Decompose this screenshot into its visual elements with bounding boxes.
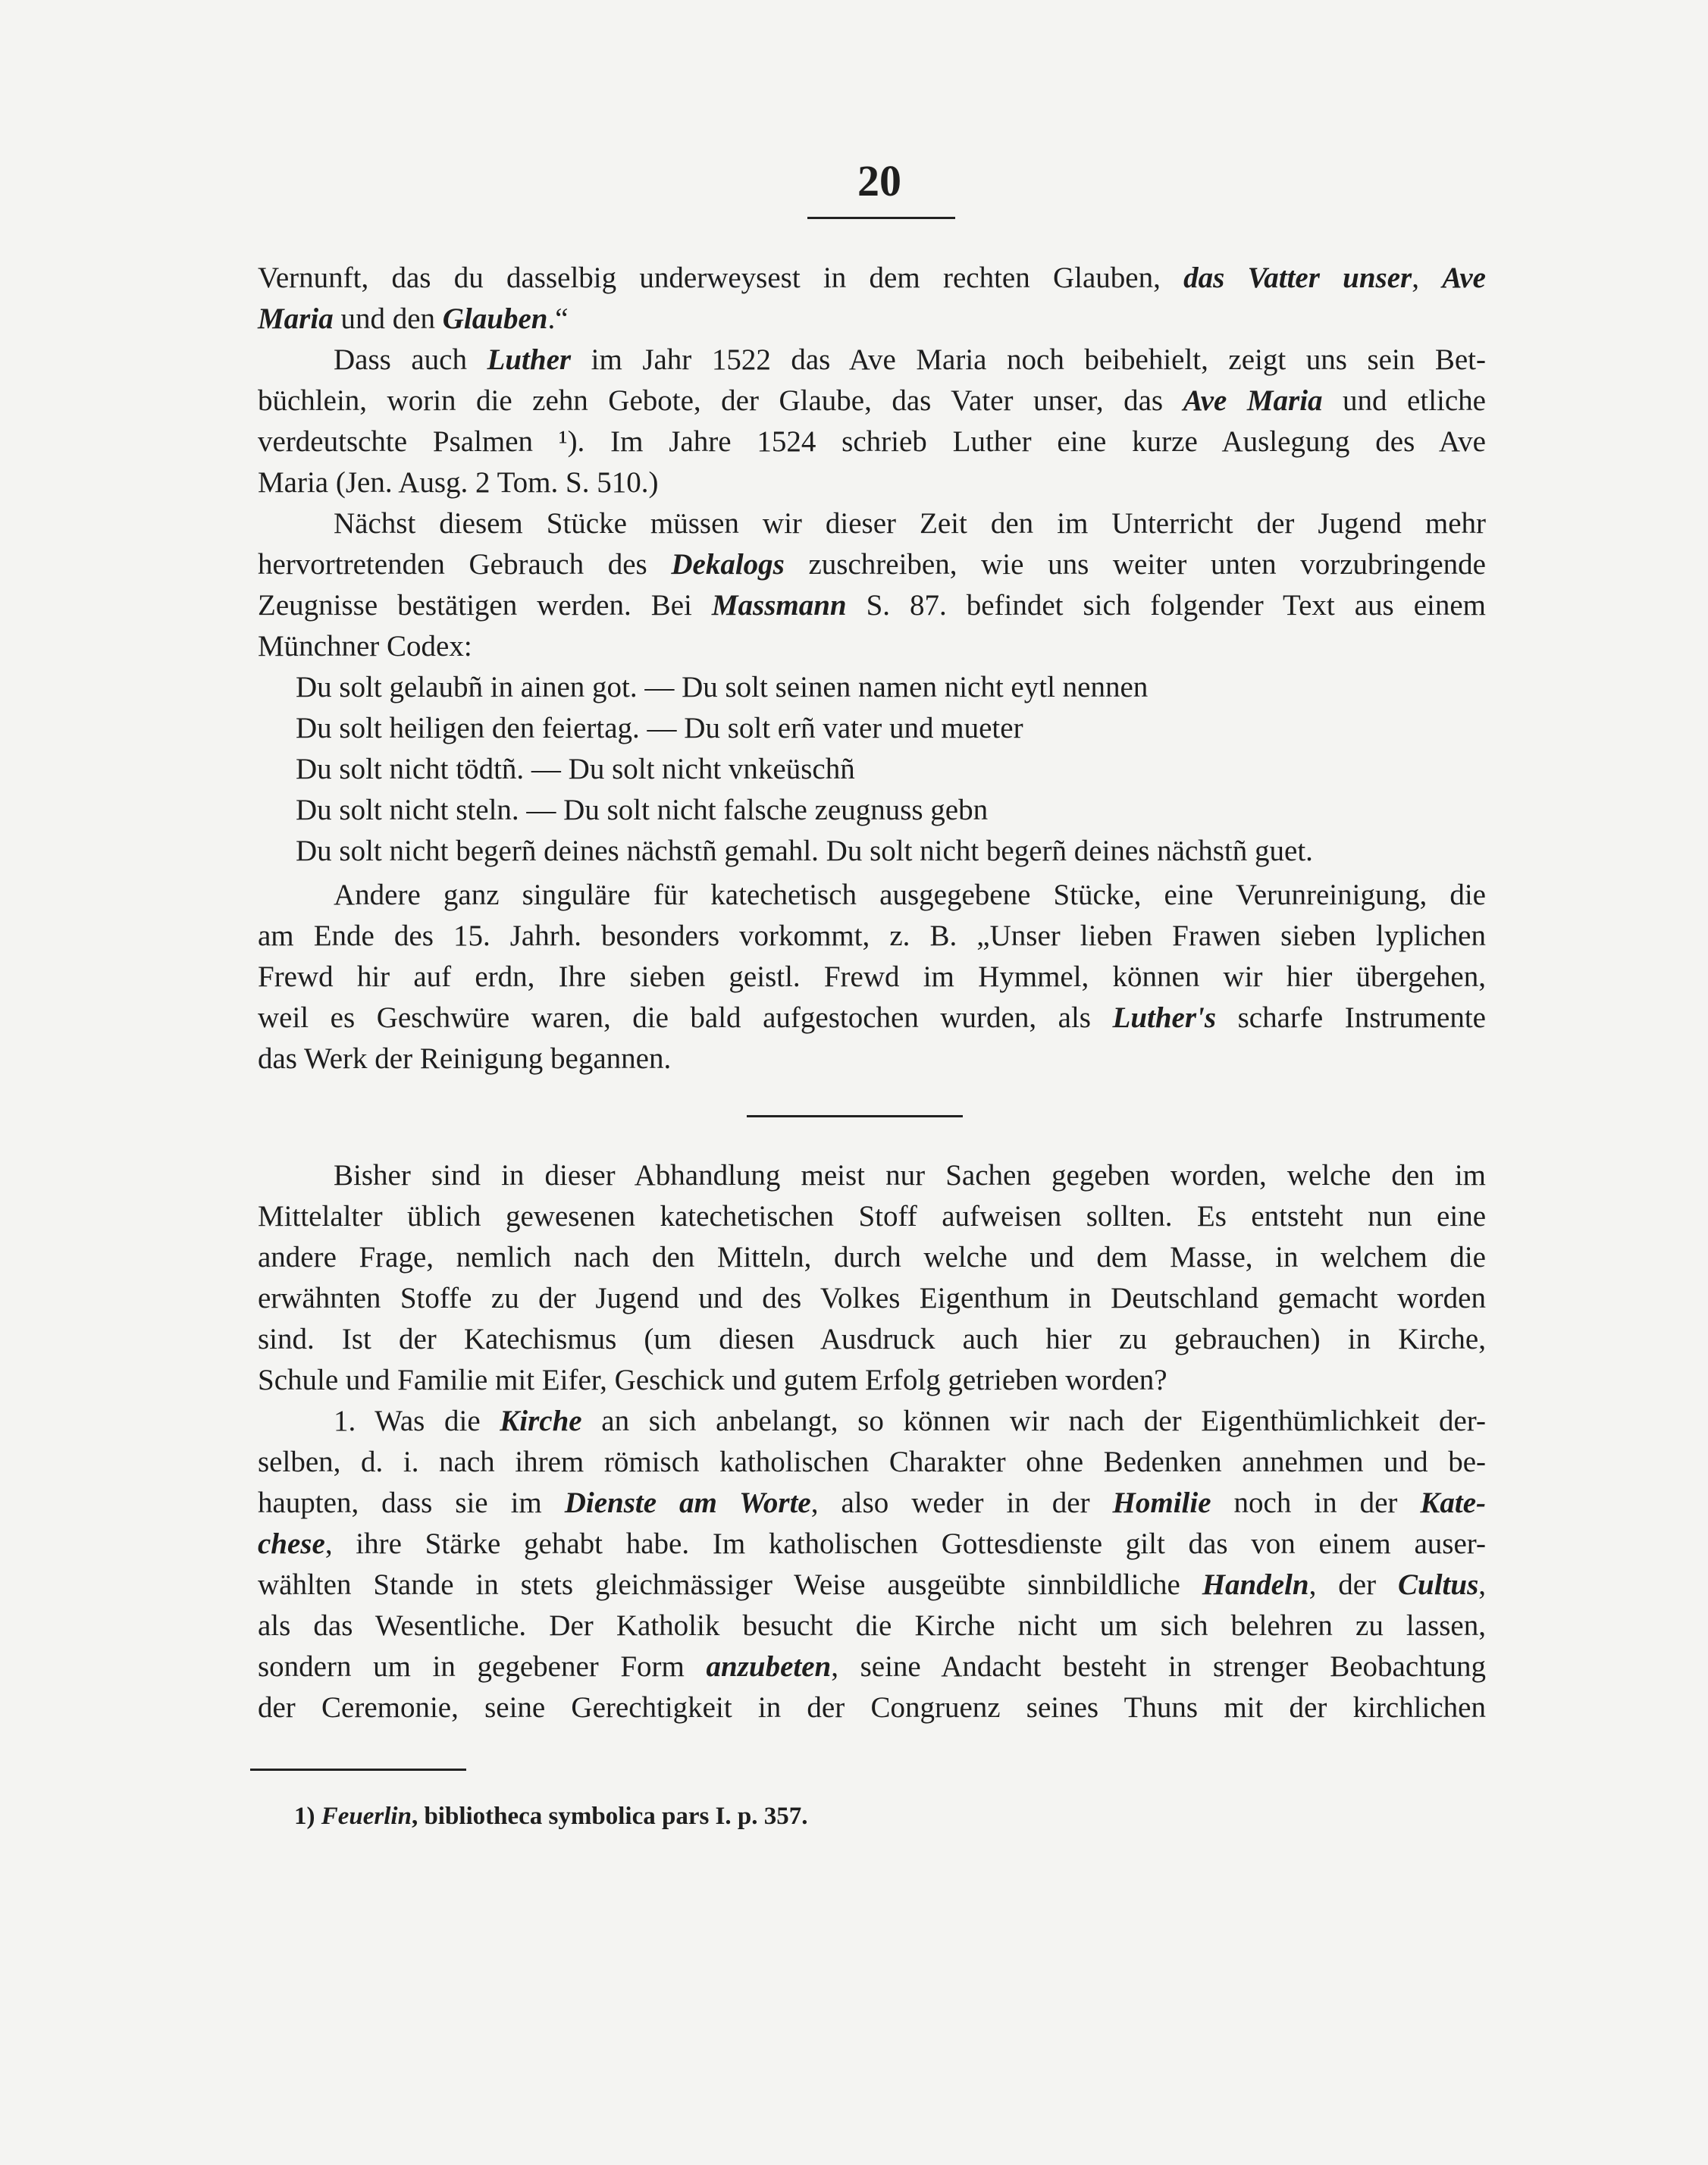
text-line [258, 1606, 1486, 1646]
text-line [258, 1319, 1486, 1360]
text-run: haupten, dass sie im [258, 1487, 565, 1519]
verse-line: Du solt nicht begerñ deines nächstñ gemahl. Du solt nicht begerñ deines nächstñ guet. [296, 835, 1313, 867]
text-line [258, 381, 1486, 421]
text-run: büchlein, worin die zehn Gebote, der Glaube, das Vater unser, das [258, 384, 1183, 417]
text-run: sondern um in gegebener Form [258, 1650, 707, 1683]
text-line [258, 1646, 1486, 1687]
text-run: Feuerlin [321, 1803, 412, 1830]
text-run: zuschreiben, wie uns weiter unten vorzubringende [784, 548, 1486, 581]
text-run: Ave Maria [1183, 384, 1323, 417]
text-line [258, 1278, 1486, 1319]
text-run: Andere ganz singuläre für katechetisch ausgegebene Stücke, eine Verunreinigung, die [334, 879, 1486, 911]
text-run: und etliche [1322, 384, 1486, 417]
text-line [258, 626, 1486, 667]
text-line [258, 957, 1486, 998]
text-line [258, 258, 1486, 299]
text-run: hervortretenden Gebrauch des [258, 548, 672, 581]
text-run: wählten Stande in stets gleichmässiger Weise ausgeübte sinnbildliche [258, 1568, 1202, 1601]
text-line [258, 1442, 1486, 1483]
text-run: , bibliotheca symbolica pars I. p. 357. [411, 1803, 808, 1830]
text-line [258, 875, 1486, 916]
verse-line: Du solt nicht steln. — Du solt nicht falsche zeugnuss gebn [296, 794, 989, 826]
text-line [258, 1237, 1486, 1278]
verse-line: Du solt heiligen den feiertag. — Du solt erñ vater und mueter [296, 712, 1023, 744]
text-run: Homilie [1112, 1487, 1211, 1519]
footnote-rule [250, 1769, 466, 1771]
text-run: .“ [547, 302, 569, 335]
text-run: das Vatter unser [1183, 262, 1412, 294]
text-run: chese [258, 1527, 325, 1560]
text-line [258, 503, 1486, 544]
text-line [258, 1524, 1486, 1565]
text-run: Maria (Jen. Ausg. 2 Tom. S. 510.) [258, 466, 659, 499]
text-line [258, 1360, 1486, 1401]
text-run: verdeutschte Psalmen ¹). Im Jahre 1524 schrieb Luther eine kurze Auslegung des Ave [258, 425, 1486, 458]
text-run: Massmann [711, 589, 847, 622]
text-run: scharfe Instrumente [1216, 1001, 1486, 1034]
text-run: das Werk der Reinigung begannen. [258, 1042, 672, 1075]
text-line [258, 299, 1486, 340]
text-run: im Jahr 1522 das Ave Maria noch beibehielt, zeigt uns sein Bet- [571, 343, 1486, 376]
text-run: Maria [258, 302, 334, 335]
text-run: 1) [294, 1803, 321, 1830]
text-run: als das Wesentliche. Der Katholik besucht die Kirche nicht um sich belehren zu lassen, [258, 1609, 1486, 1642]
text-run: Ave [1442, 262, 1486, 294]
text-run: weil es Geschwüre waren, die bald aufgestochen wurden, als [258, 1001, 1113, 1034]
text-run: , [1478, 1568, 1486, 1601]
text-line [258, 585, 1486, 626]
footnote [294, 1803, 808, 1831]
page-number: 20 [857, 156, 901, 205]
paragraph-block-1 [258, 258, 1486, 872]
text-run: , ihre Stärke gehabt habe. Im katholischen Gottesdienste gilt das von einem auser- [324, 1527, 1486, 1560]
text-line [258, 1687, 1486, 1728]
text-run: noch in der [1211, 1487, 1421, 1519]
text-run: Münchner Codex: [258, 630, 472, 663]
text-run: Dienste am Worte [564, 1487, 811, 1519]
text-run: selben, d. i. nach ihrem römisch katholischen Charakter ohne Bedenken annehmen und be- [258, 1446, 1486, 1478]
text-run: Nächst diesem Stücke müssen wir dieser Zeit den im Unterricht der Jugend mehr [334, 507, 1486, 540]
text-run: erwähnten Stoffe zu der Jugend und des Volkes Eigenthum in Deutschland gemacht worden [258, 1282, 1486, 1314]
verse-line: Du solt gelaubñ in ainen got. — Du solt seinen namen nicht eytl nennen [296, 671, 1149, 703]
page-number-rule [807, 217, 955, 219]
text-line [258, 421, 1486, 462]
text-line [258, 1196, 1486, 1237]
section-separator [747, 1115, 963, 1117]
text-run: Kirche [500, 1405, 582, 1437]
text-run: und den [333, 302, 443, 335]
text-run: , [1412, 262, 1443, 294]
paragraph-block-2 [258, 875, 1486, 1079]
text-run: Schule und Familie mit Eifer, Geschick und gutem Erfolg getrieben worden? [258, 1364, 1167, 1396]
text-run: Luther [487, 343, 572, 376]
text-run: , der [1308, 1568, 1398, 1601]
text-run: Zeugnisse bestätigen werden. Bei [258, 589, 712, 622]
text-run: der Ceremonie, seine Gerechtigkeit in der Congruenz seines Thuns mit der kirchlichen [258, 1691, 1486, 1724]
text-line [258, 1401, 1486, 1442]
text-line [258, 462, 1486, 503]
text-line [258, 998, 1486, 1039]
text-run: am Ende des 15. Jahrh. besonders vorkommt, z. B. „Unser lieben Frawen sieben lyplichen [258, 920, 1486, 952]
paragraph-block-3 [258, 1155, 1486, 1728]
text-run: Mittelalter üblich gewesenen katechetischen Stoff aufweisen sollten. Es entsteht nun eine [258, 1200, 1486, 1233]
text-run: 1. Was die [334, 1405, 500, 1437]
text-run: Glauben [442, 302, 548, 335]
text-run: Dekalogs [671, 548, 785, 581]
text-run: Cultus [1398, 1568, 1479, 1601]
text-run: Luther's [1112, 1001, 1217, 1034]
text-run: an sich anbelangt, so können wir nach der Eigenthümlichkeit der- [581, 1405, 1486, 1437]
text-run: Bisher sind in dieser Abhandlung meist nur Sachen gegeben worden, welche den im [334, 1159, 1486, 1192]
text-line [258, 1155, 1486, 1196]
text-run: Dass auch [334, 343, 487, 376]
text-line [258, 1565, 1486, 1606]
text-line [258, 1039, 1486, 1079]
text-line [258, 544, 1486, 585]
text-run: , seine Andacht besteht in strenger Beobachtung [831, 1650, 1487, 1683]
text-run: andere Frage, nemlich nach den Mitteln, durch welche und dem Masse, in welchem die [258, 1241, 1486, 1274]
text-run: sind. Ist der Katechismus (um diesen Ausdruck auch hier zu gebrauchen) in Kirche, [258, 1323, 1486, 1355]
text-line [258, 340, 1486, 381]
text-run: Frewd hir auf erdn, Ihre sieben geistl. Frewd im Hymmel, können wir hier übergehen, [258, 960, 1486, 993]
text-run: anzubeten [706, 1650, 832, 1683]
text-run: Kate- [1420, 1487, 1487, 1519]
text-run: , also weder in der [810, 1487, 1113, 1519]
text-run: Vernunft, das du dasselbig underweysest in dem rechten Glauben, [258, 262, 1184, 294]
text-run: S. 87. befindet sich folgender Text aus einem [846, 589, 1486, 622]
text-line [258, 916, 1486, 957]
verse-line: Du solt nicht tödtñ. — Du solt nicht vnkeüschñ [296, 753, 855, 785]
text-line [258, 1483, 1486, 1524]
text-run: Handeln [1202, 1568, 1309, 1601]
